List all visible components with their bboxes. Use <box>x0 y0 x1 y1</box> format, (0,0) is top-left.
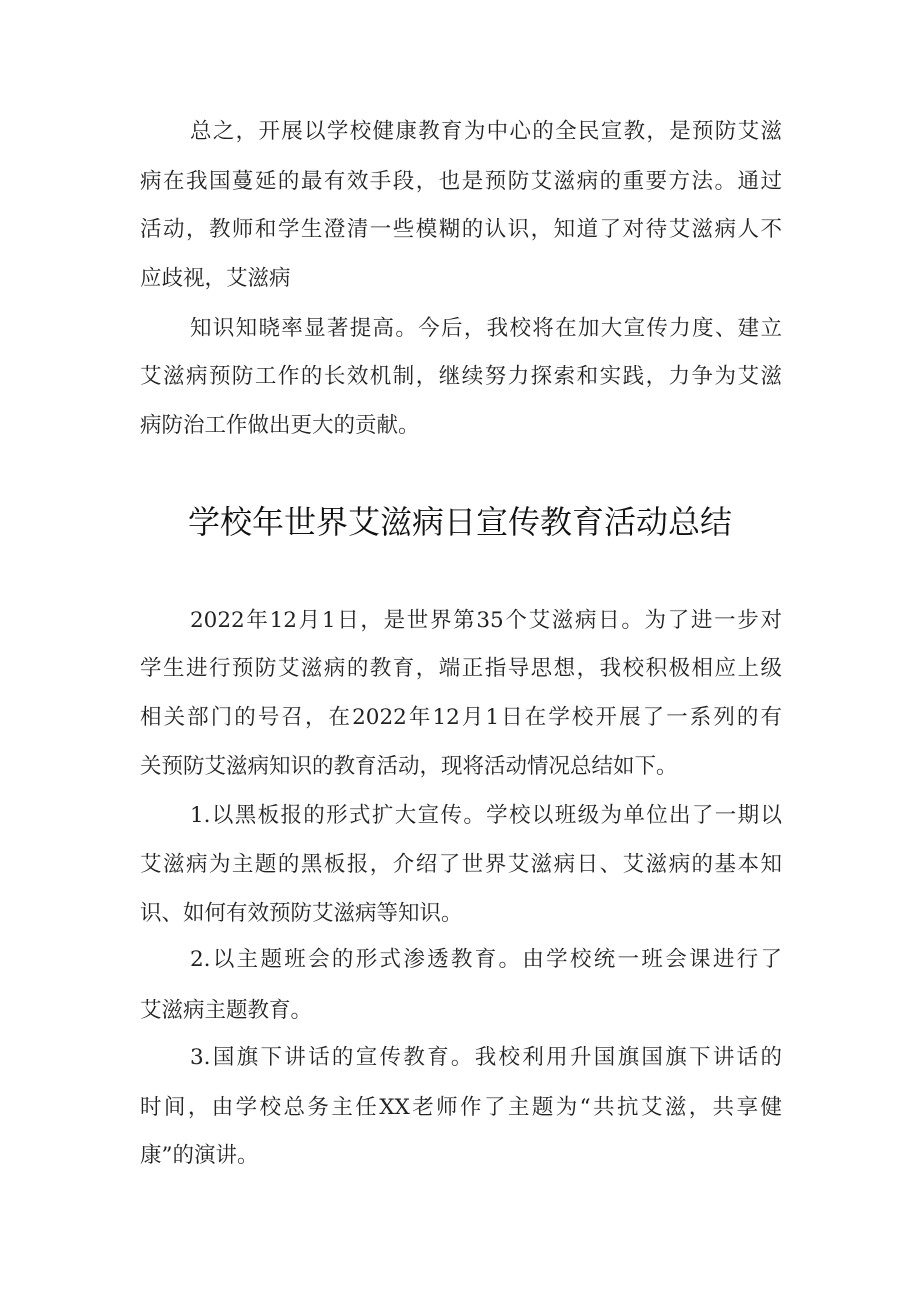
text-line: 病在我国蔓延的最有效手段，也是预防艾滋病的重要方法。通过 <box>140 169 782 194</box>
text-line: 艾滋病为主题的黑板报，介绍了世界艾滋病日、艾滋病的基本知 <box>140 852 782 877</box>
text-line: 病防治工作做出更大的贡献。 <box>140 413 420 438</box>
text-line: 关预防艾滋病知识的教育活动，现将活动情况总结如下。 <box>140 754 678 779</box>
text-line: 1.以黑板报的形式扩大宣传。学校以班级为单位出了一期以 <box>190 803 782 828</box>
text-line: 2022年12月1日，是世界第35个艾滋病日。为了进一步对 <box>190 608 782 633</box>
text-line: 学生进行预防艾滋病的教育，端正指导思想，我校积极相应上级 <box>140 656 782 681</box>
text-line: 总之，开展以学校健康教育为中心的全民宣教，是预防艾滋 <box>190 119 782 144</box>
text-line: 时间，由学校总务主任XX老师作了主题为“共抗艾滋，共享健 <box>140 1095 782 1120</box>
text-line: 2.以主题班会的形式渗透教育。由学校统一班会课进行了 <box>190 947 782 972</box>
text-line: 3.国旗下讲话的宣传教育。我校利用升国旗国旗下讲话的 <box>190 1045 782 1070</box>
text-line: 相关部门的号召，在2022年12月1日在学校开展了一系列的有 <box>140 705 782 730</box>
text-line: 活动，教师和学生澄清一些模糊的认识，知道了对待艾滋病人不 <box>140 217 782 242</box>
text-line: 识、如何有效预防艾滋病等知识。 <box>140 901 463 926</box>
text-line: 艾滋病主题教育。 <box>140 998 313 1023</box>
text-line: 知识知晓率显著提高。今后，我校将在加大宣传力度、建立 <box>190 316 782 341</box>
text-line: 应歧视，艾滋病 <box>140 266 291 291</box>
document-title: 学校年世界艾滋病日宣传教育活动总结 <box>187 503 732 541</box>
text-line: 康”的演讲。 <box>140 1143 259 1168</box>
text-line: 艾滋病预防工作的长效机制，继续努力探索和实践，力争为艾滋 <box>140 364 782 389</box>
